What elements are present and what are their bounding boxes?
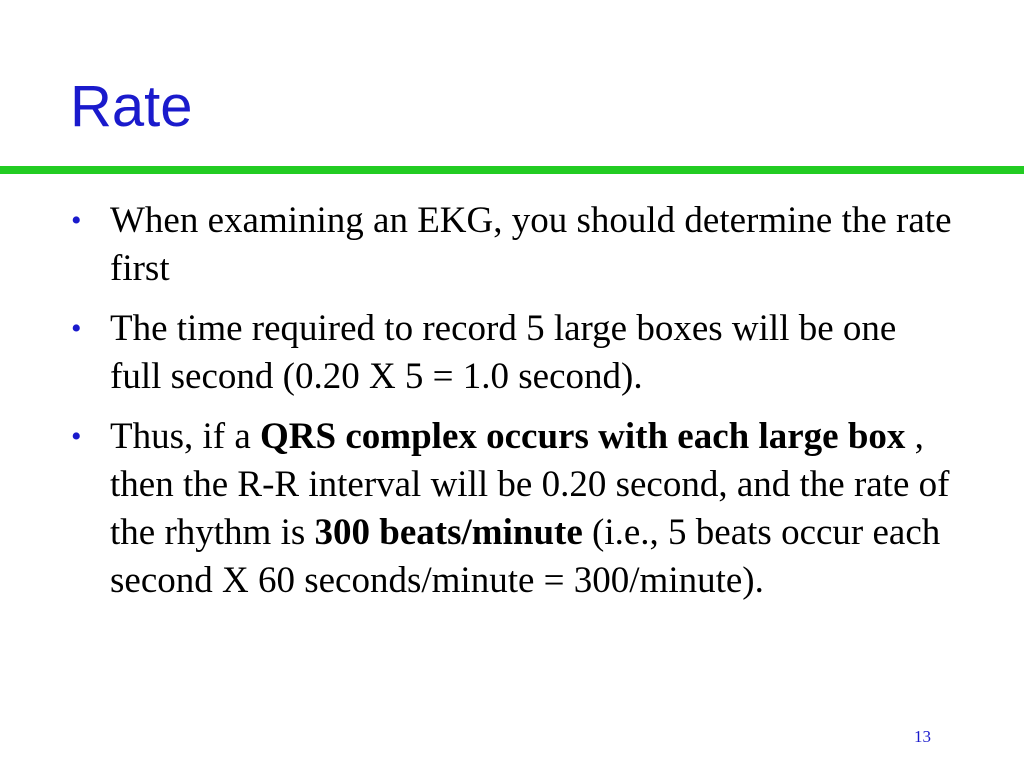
bullet-dot-icon: • [71,420,82,453]
bullet-text-segment: When examining an EKG, you should determine the rate first [110,200,952,289]
bullet-text [110,200,952,289]
slide-number: 13 [914,727,931,746]
bullet-text [110,308,896,397]
bullet-text-segment: Thus, if a [110,416,261,457]
bullet-dot-icon: • [71,204,82,237]
bullet-text [110,416,949,601]
bullet-item [0,197,1024,293]
bullet-item [0,305,1024,401]
bullet-list [0,197,1024,617]
title-underline-rule [0,166,1024,174]
bullet-item [0,413,1024,605]
slide-title: Rate [70,74,193,139]
bullet-text-segment: The time required to record 5 large boxes will be one full second (0.20 X 5 = 1.0 second). [110,308,897,397]
bullet-dot-icon: • [71,312,82,345]
bullet-text-segment: , then the R-R interval will be 0.20 second, and the rate of the rhythm is [110,416,950,553]
bullet-text-bold-segment: QRS complex occurs with each large box [260,416,906,457]
bullet-text-segment: (i.e., 5 beats occur each second X 60 seconds/minute = 300/minute). [110,512,941,601]
bullet-text-bold-segment: 300 beats/minute [314,512,583,553]
